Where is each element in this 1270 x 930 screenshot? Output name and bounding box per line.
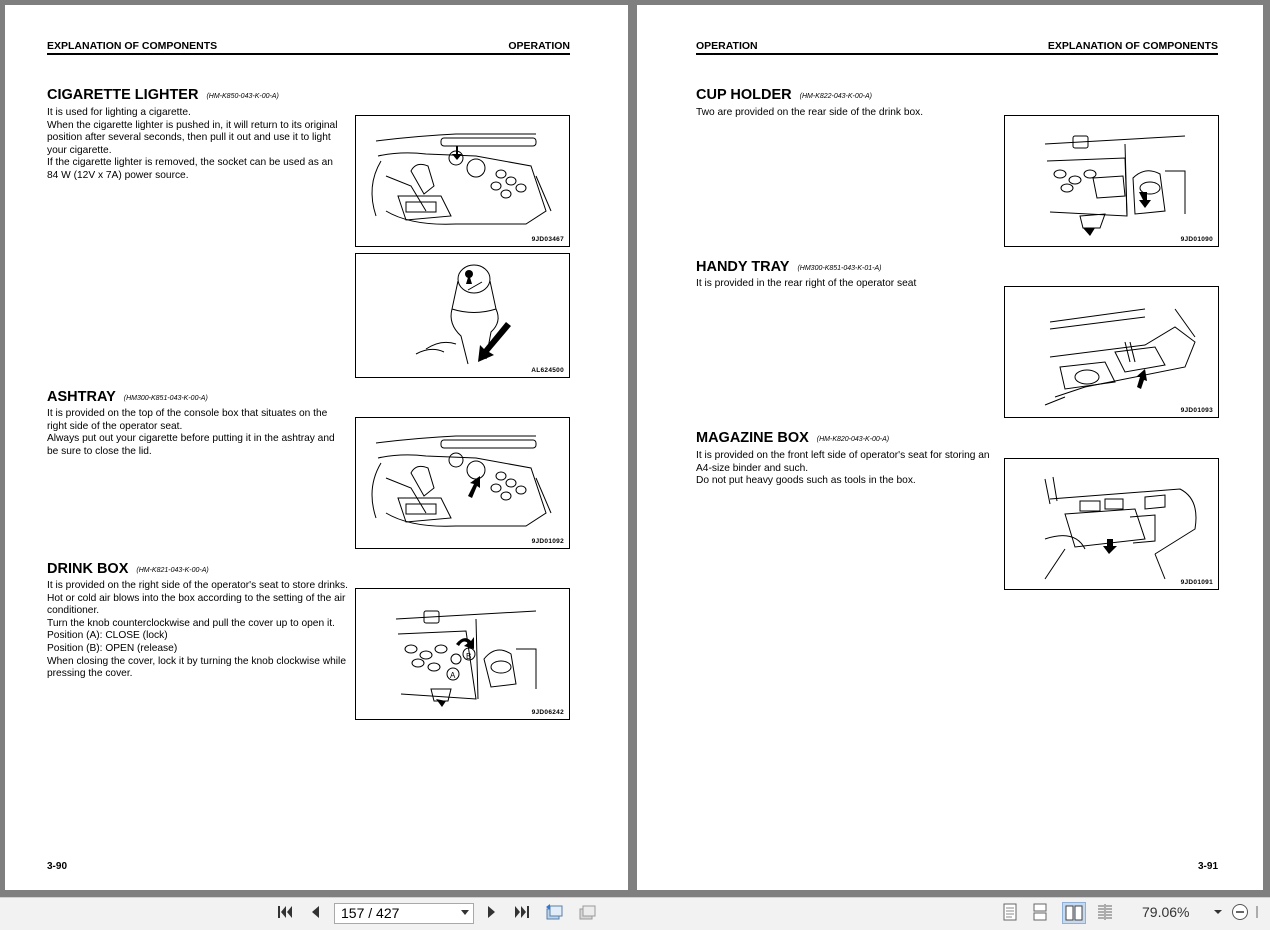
zoom-dropdown-icon <box>1213 908 1223 916</box>
last-page-button[interactable] <box>512 903 532 921</box>
facing-view-button[interactable] <box>1062 902 1086 924</box>
section-title-text: MAGAZINE BOX <box>696 430 809 446</box>
first-page-icon <box>276 904 294 920</box>
toolbar-overflow[interactable] <box>1254 903 1266 921</box>
paragraph: It is provided on the top of the console box that situates on the right side of the operator seat. Always put out your cigarette before putting it in the ashtray and be sure to close the lid. <box>47 408 335 457</box>
figure-cup-holder <box>1004 115 1219 247</box>
section-title-text: HANDY TRAY <box>696 259 790 275</box>
continuous-view-icon <box>1032 903 1048 921</box>
figure-lighter-closeup <box>355 253 570 378</box>
previous-page-button[interactable] <box>305 903 325 921</box>
header-right-text: OPERATION <box>508 40 570 52</box>
position-a-marker: A <box>450 671 456 680</box>
section-code: (HM-K850-043-K-00-A) <box>206 93 279 100</box>
section-text-ashtray <box>47 408 345 458</box>
chevron-down-icon[interactable] <box>461 910 469 915</box>
zoom-out-button[interactable] <box>1230 903 1250 921</box>
paragraph: It is provided in the rear right of the operator seat <box>696 278 917 289</box>
section-title-ashtray <box>47 389 208 405</box>
section-code: (HM-K821-043-K-00-A) <box>136 567 209 574</box>
figure-code: 9JD01090 <box>1180 236 1213 243</box>
figure-magazine-box <box>1004 458 1219 590</box>
section-title-handy-tray <box>696 259 882 275</box>
console-illustration <box>356 116 570 247</box>
header-left-text: OPERATION <box>696 40 758 52</box>
single-page-view-button[interactable] <box>1000 903 1020 921</box>
header-right-text: EXPLANATION OF COMPONENTS <box>1047 40 1218 52</box>
console-illustration <box>356 418 570 549</box>
paragraph: It is provided on the front left side of operator's seat for storing an A4-size binder and such. Do not put heavy goods such as tools in the box. <box>696 450 990 487</box>
go-forward-view-icon <box>577 903 597 921</box>
page-number-input[interactable] <box>334 903 474 924</box>
section-title-magazine-box <box>696 430 889 446</box>
figure-code: 9JD03467 <box>531 236 564 243</box>
next-page-button[interactable] <box>482 903 502 921</box>
figure-ashtray <box>355 417 570 549</box>
first-page-button[interactable] <box>275 903 295 921</box>
section-title-drink-box <box>47 561 209 577</box>
go-back-view-icon <box>544 903 564 921</box>
figure-code: 9JD01093 <box>1180 407 1213 414</box>
continuous-view-button[interactable] <box>1030 903 1050 921</box>
paragraph: Two are provided on the rear side of the drink box. <box>696 107 924 118</box>
section-code: (HM-K822-043-K-00-A) <box>799 93 872 100</box>
next-page-icon <box>485 904 499 920</box>
header-rule <box>47 53 570 55</box>
magazine-box-illustration <box>1005 459 1219 590</box>
page-number: 3-90 <box>47 861 68 872</box>
header-rule <box>696 53 1218 55</box>
figure-code: AL624500 <box>531 367 564 374</box>
section-code: (HM-K820-043-K-00-A) <box>816 436 890 443</box>
zoom-out-icon <box>1231 903 1249 921</box>
separator-icon <box>1255 903 1265 921</box>
section-code: (HM300-K851-043-K-01-A) <box>797 265 882 272</box>
section-text-magazine-box <box>696 450 996 488</box>
handy-tray-illustration <box>1005 287 1219 418</box>
section-title-text: CUP HOLDER <box>696 87 792 103</box>
go-forward-view-button[interactable] <box>577 903 597 921</box>
figure-code: 9JD06242 <box>531 709 564 716</box>
page-right <box>637 5 1263 890</box>
section-text-drink-box <box>47 580 352 681</box>
cup-holder-illustration <box>1005 116 1219 247</box>
section-title-cigarette-lighter <box>47 87 279 103</box>
figure-code: 9JD01092 <box>531 538 564 545</box>
section-text-handy-tray <box>696 278 996 291</box>
zoom-level[interactable]: 79.06% <box>1142 904 1190 920</box>
facing-view-icon <box>1065 905 1083 921</box>
go-back-view-button[interactable] <box>544 903 564 921</box>
page-number: 3-91 <box>1197 861 1218 872</box>
header-left-text: EXPLANATION OF COMPONENTS <box>47 40 218 52</box>
figure-code: 9JD01091 <box>1180 579 1213 586</box>
section-text-cup-holder <box>696 107 996 120</box>
drink-box-illustration <box>356 589 570 720</box>
page-number-value: 157 / 427 <box>341 905 400 921</box>
section-title-text: CIGARETTE LIGHTER <box>47 87 199 103</box>
figure-handy-tray <box>1004 286 1219 418</box>
paragraph: It is provided on the right side of the operator's seat to store drinks. Hot or cold air blows into the box according to the setting of the air conditioner. Turn the knob counterclockwise and pull the cover up to open it. Position (A): CLOSE (lock) Position (B): OPEN (release) When closing the cover, lock it by turning the knob clockwise while pressing the cover. <box>47 580 348 680</box>
last-page-icon <box>513 904 531 920</box>
section-text-cigarette-lighter <box>47 107 345 183</box>
single-page-view-icon <box>1002 903 1018 921</box>
paragraph: It is used for lighting a cigarette. When the cigarette lighter is pushed in, it will return to its original position after several seconds, then pull it out and use it to light your cigarette. If the cigarette lighter is removed, the socket can be used as an 84 W (12V x 7A) power source. <box>47 107 338 181</box>
section-title-cup-holder <box>696 87 872 103</box>
previous-page-icon <box>308 904 322 920</box>
section-title-text: ASHTRAY <box>47 389 116 405</box>
figure-drink-box <box>355 588 570 720</box>
lighter-illustration <box>356 254 570 378</box>
zoom-dropdown-button[interactable] <box>1212 903 1224 921</box>
page-left <box>5 5 628 890</box>
continuous-facing-view-icon <box>1096 903 1114 921</box>
figure-cigarette-lighter <box>355 115 570 247</box>
section-code: (HM300-K851-043-K-00-A) <box>123 395 208 402</box>
section-title-text: DRINK BOX <box>47 561 129 577</box>
continuous-facing-view-button[interactable] <box>1095 903 1115 921</box>
position-b-marker: B <box>466 652 472 661</box>
